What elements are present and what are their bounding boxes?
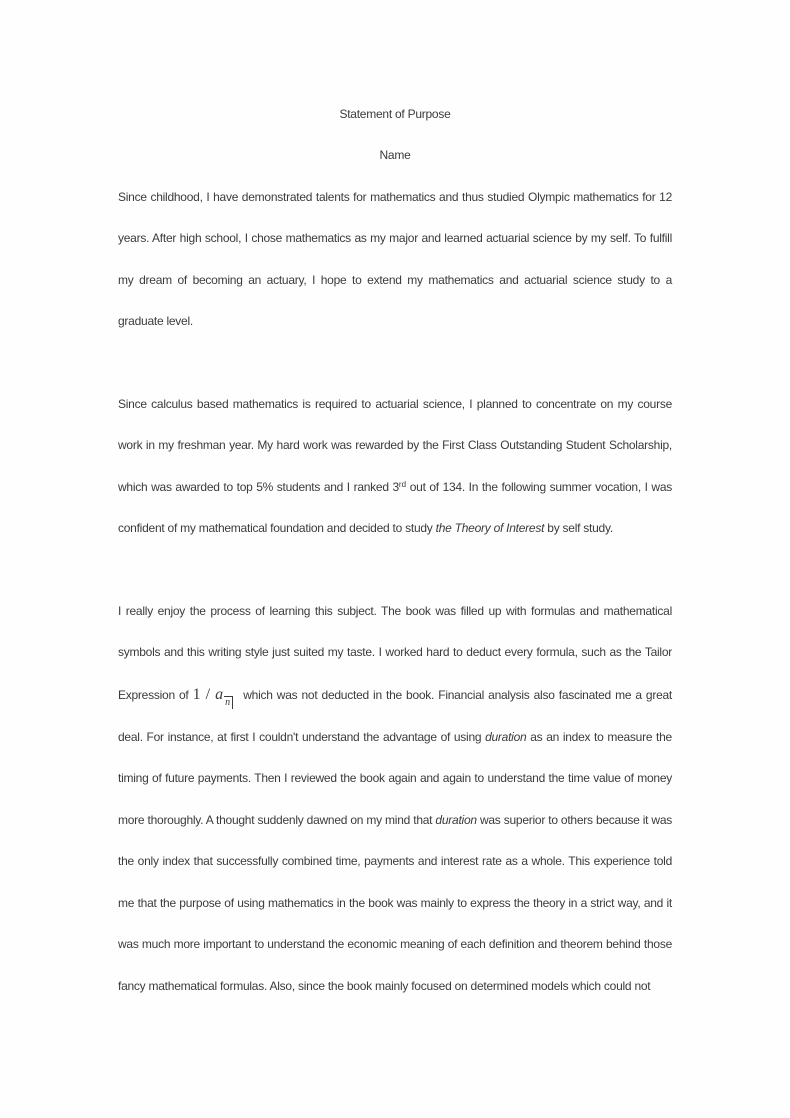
paragraph-freshman-scholarship [118, 384, 672, 550]
math-variable: a [215, 685, 224, 703]
text-run: was superior to others because it was the only index that successfully combined time, payments and interest rate as a whole. This experience told me that the purpose of using mathematics in the book was mainly to express the theory in a strict way, and it was much more important to understand the economic meaning of each definition and theorem behind those fancy mathematical formulas. Also, since the book mainly focused on determined models which could not [118, 812, 672, 993]
superscript-run: rd [398, 479, 407, 489]
math-numerator: 1 / [192, 685, 216, 703]
italic-run: duration [485, 730, 527, 745]
paragraph-theory-of-interest [118, 591, 672, 1007]
text-run: out of 134. In the following summer vocation, I was confident of my mathematical foundation and decided to study [118, 479, 672, 536]
italic-run: the Theory of Interest [435, 521, 545, 536]
text-run: by self study. [544, 521, 613, 536]
text-run: as an index to measure the timing of future payments. Then I reviewed the book again and again to understand the time value of money more thoroughly. A thought suddenly dawned on my mind that [118, 730, 672, 827]
document-body [118, 177, 672, 1007]
math-angle-subscript: n [224, 696, 233, 709]
text-run: Since calculus based mathematics is required to actuarial science, I planned to concentrate on my course work in my freshman year. My hard work was rewarded by the First Class Outstanding Student Scholarship, which was awarded to top 5% students and I ranked 3 [118, 396, 672, 494]
paragraph-childhood [118, 177, 672, 343]
document-title: Statement of Purpose [339, 107, 451, 121]
text-run: I really enjoy the process of learning this subject. The book was filled up with formulas and mathematical symbols and this writing style just suited my taste. I worked hard to deduct every formula, such as the Tailor Expression of [118, 603, 672, 702]
author-name: Name [379, 148, 411, 163]
actuarial-annuity-formula [192, 685, 234, 708]
text-run: Since childhood, I have demonstrated talents for mathematics and thus studied Olympic mathematics for 12 years. After high school, I chose mathematics as my major and learned actuarial science by my self. To fulfill my dream of becoming an actuary, I hope to extend my mathematics and actuarial science study to a graduate level. [118, 189, 672, 329]
text-run: which was not deducted in the book. Financial analysis also fascinated me a great deal. For instance, at first I couldn't understand the advantage of using [118, 687, 672, 745]
italic-run: duration [435, 812, 477, 827]
